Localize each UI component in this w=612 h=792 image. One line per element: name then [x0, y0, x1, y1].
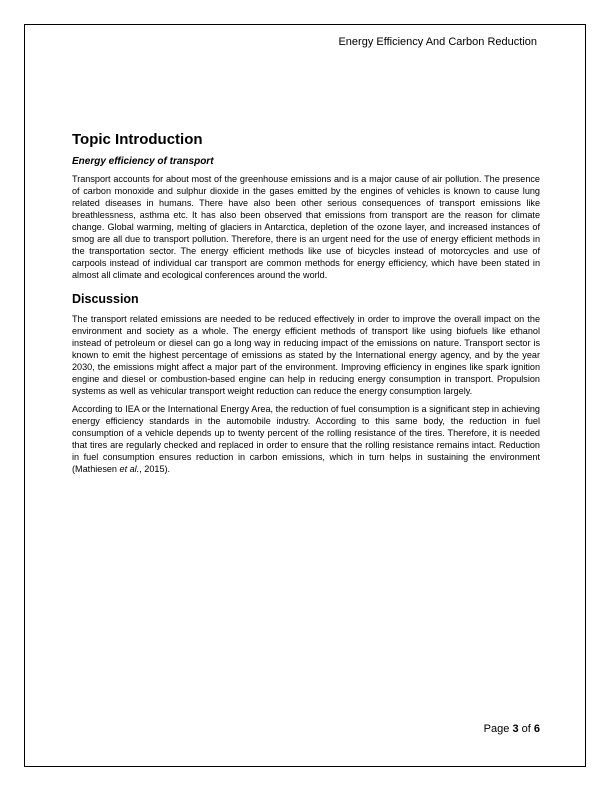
document-body	[72, 131, 540, 481]
discussion-paragraph-2-text: According to IEA or the International Energy Area, the reduction of fuel consumption is a significant step in achieving energy efficiency standards in the automobile industry. According to this same body, the reduction in fuel consumption of a vehicle depends up to twenty percent of the rolling resistance of the tires. Therefore, it is needed that tires are regularly checked and replaced in order to ensure that the rolling resistance remains intact. Reduction in fuel consumption ensures reduction in carbon emissions, which in turn helps in sustaining the environment (Mathiesen	[72, 404, 540, 474]
total-pages-number: 6	[533, 723, 540, 735]
page-word: Page	[483, 723, 510, 735]
current-page-number: 3	[512, 723, 519, 735]
intro-paragraph: Transport accounts for about most of the greenhouse emissions and is a major cause of air pollution. The presence of carbon monoxide and sulphur dioxide in the gases emitted by the engines of vehicles is known to cause lung related diseases in humans. There have also been other serious consequences of transport emissions like breathlessness, asthma etc. It has also been observed that emissions from transport are the reason for climate change. Global warming, melting of glaciers in Antarctica, depletion of the ozone layer, and increased instances of smog are all due to transport pollution. Therefore, there is an urgent need for the use of energy efficient methods in the transportation sector. The energy efficient methods like use of bicycles instead of motorcycles and use of carpools instead of individual car transport are common methods for energy efficiency, which have been stated in almost all climate and ecological conferences around the world.	[72, 174, 540, 280]
energy-efficiency-subheading: Energy efficiency of transport	[72, 156, 214, 167]
discussion-heading: Discussion	[72, 292, 139, 306]
topic-introduction-heading: Topic Introduction	[72, 131, 203, 148]
of-word: of	[521, 723, 531, 735]
citation-et-al: et al.	[119, 464, 140, 474]
discussion-paragraph-1: The transport related emissions are needed to be reduced effectively in order to improve the overall impact on the environment and society as a whole. The energy efficient methods of transport like using biofuels like ethanol instead of petroleum or diesel can go a long way in reducing impact of the emissions on nature. Transport sector is known to emit the highest percentage of emissions as stated by the International energy agency, and by the year 2030, the emissions might affect a major part of the environment. Improving efficiency in engines like spark ignition engine and diesel or combustion-based engine can help in reducing energy consumption in transport. Propulsion systems as well as vehicular transport weight reduction can reduce the energy consumption largely.	[72, 314, 540, 396]
discussion-paragraph-2	[72, 403, 540, 475]
citation-year: , 2015).	[139, 464, 171, 474]
running-header: Energy Efficiency And Carbon Reduction	[338, 36, 537, 48]
page-footer	[484, 723, 540, 736]
